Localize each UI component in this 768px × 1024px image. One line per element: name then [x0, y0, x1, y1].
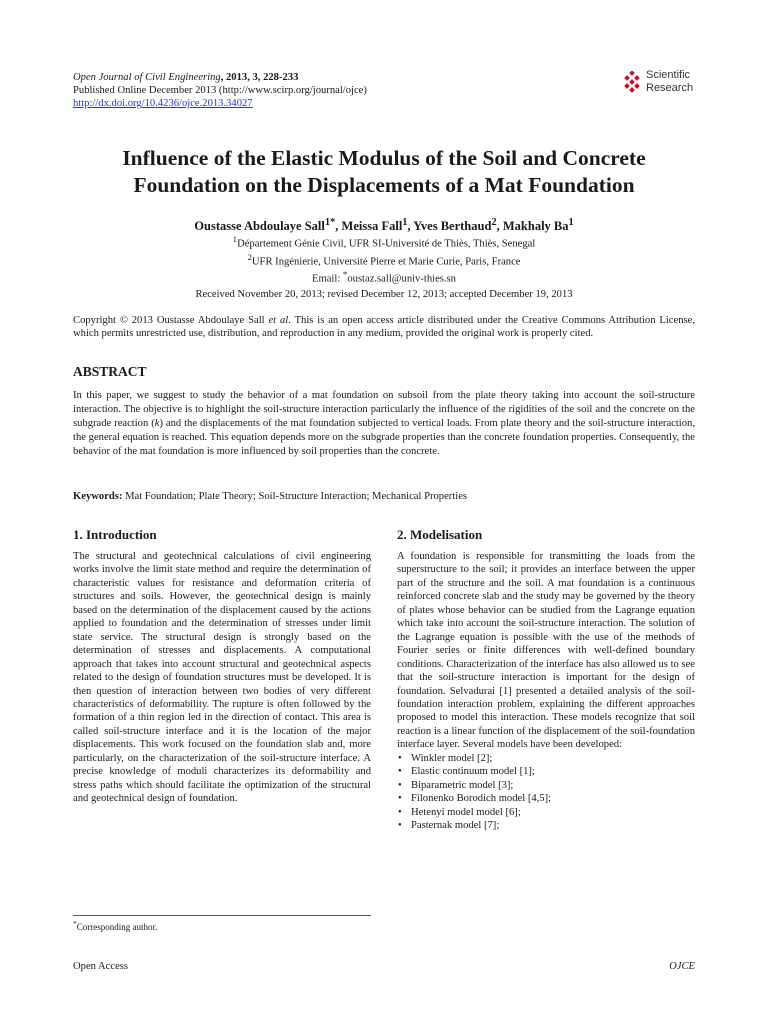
section-heading-modelisation: 2. Modelisation	[397, 527, 483, 542]
scientific-research-logo	[622, 69, 693, 94]
list-item: • Winkler model [2];	[397, 752, 695, 765]
doi-link[interactable]: http://dx.doi.org/10.4236/ojce.2013.34027	[73, 98, 253, 110]
keywords-list: Mat Foundation; Plate Theory; Soil-Structure Interaction; Mechanical Properties	[122, 491, 468, 502]
paper-title	[40, 145, 728, 199]
modelisation-paragraph: A foundation is responsible for transmitting the loads from the superstructure to the soil; it provides an interface between the upper part of the structure and the soil. A mat foundation is a continuous reinforced concrete slab and the study may be governed by the theory of plates whose behavior can be studied from the Lagrange equation which take into account the soil-structure interaction. The solution of the Lagrange equation is possible with the use of the methods of Fourier series or finite differences with well-defined boundary conditions. Characterization of the interface has also allowed us to see that the soil-structure interaction is important for the design of foundation. Selvadurai [1] presented a detailed analysis of the soil-foundation interaction problem, explaining the different approaches proposed to model this interaction. These models recognize that soil reaction is a linear function of the displacement of the soil-foundation interface layer. Several models have been developed:	[397, 551, 695, 751]
footnote: *Corresponding author.	[73, 919, 158, 932]
model-list	[397, 752, 695, 833]
affiliation-1: $^1$Département Génie Civil, UFR SI-Université de Thiès, Thiès, Senegal	[232, 234, 536, 250]
published-line: Published Online December 2013 (http://www.scirp.org/journal/ojce)	[73, 85, 367, 97]
abstract-text: In this paper, we suggest to study the behavior of a mat foundation on subsoil from the plate theory taking into account the soil-structure interaction. The objective is to highlight the soil-structure interaction particularly the influence of the rigidities of the soil and the concrete on the subgrade reaction (k) and the displacements of the mat foundation subjected to vertical loads. From plate theory and the soil-structure interaction, the general equation is reached. This equation depends more on the subgrade properties than the concrete foundation properties. Consequently, the behavior of the mat foundation is more influenced by soil properties than the concrete.	[73, 390, 695, 457]
footnote-divider	[73, 915, 371, 916]
journal-issue: , 2013, 3, 228-233	[220, 72, 299, 83]
footer-open-access: Open Access	[73, 961, 129, 972]
list-item: • Hetenyi model model [6];	[397, 806, 695, 819]
author-email[interactable]: oustaz.sall@univ-thies.sn	[347, 273, 456, 285]
affiliations	[40, 233, 728, 286]
list-item: • Pasternak model [7];	[397, 819, 695, 832]
author-list: Oustasse Abdoulaye Sall$^{1*}$, Meissa Fall$^1$, Yves Berthaud$^2$, Makhaly Ba$^1$	[194, 217, 574, 234]
keywords-label: Keywords:	[73, 491, 123, 502]
list-item: • Biparametric model [3];	[397, 779, 695, 792]
abstract-heading: ABSTRACT	[73, 364, 147, 379]
received-dates: Received November 20, 2013; revised December 12, 2013; accepted December 19, 2013	[195, 289, 573, 300]
list-item: • Filonenko Borodich model [4,5];	[397, 792, 695, 805]
logo-text: Scientific Research	[646, 69, 694, 94]
journal-name: Open Journal of Civil Engineering	[73, 72, 221, 83]
section-heading-introduction: 1. Introduction	[73, 527, 157, 542]
affiliation-2: $^2$UFR Ingénierie, Université Pierre et Marie Curie, Paris, France	[247, 251, 521, 268]
journal-header	[73, 71, 367, 111]
title-line-1: Influence of the Elastic Modulus of the Soil and Concrete	[122, 146, 646, 170]
introduction-column	[73, 550, 371, 806]
keywords	[73, 491, 695, 502]
scirp-logo-icon	[622, 71, 642, 93]
journal-citation	[73, 71, 367, 84]
copyright-notice: Copyright © 2013 Oustasse Abdoulaye Sall et al. This is an open access article distributed under the Creative Commons Attribution License, which permits unrestricted use, distribution, and reproduction in any medium, provided the original work is properly cited.	[73, 315, 695, 340]
title-line-2: Foundation on the Displacements of a Mat Foundation	[133, 173, 635, 197]
list-item: • Elastic continuum model [1];	[397, 765, 695, 778]
footer-journal-abbrev: OJCE	[669, 961, 695, 972]
email-line: Email: *oustaz.sall@univ-thies.sn	[312, 269, 456, 285]
introduction-paragraph: The structural and geotechnical calculations of civil engineering works involve the limit state method and require the determination of characteristic values for resistance and deformation criteria of structures and soils. However, the geotechnical design is mainly based on the determination of the displacement caused by the actions applied to foundation and the determination of stresses under limit state service. The structural design is strongly based on the determination of stresses and displacements. A computational approach that takes into account structural and geotechnical aspects related to the design of foundation structures must be developed. It is then question of interaction between two bodies of very different characteristics of deformability. The rupture is often followed by the formation of a thin region led in the direction of contact. This area is called soil-structure interface and it is the location of the major displacements. This work focused on the foundation slab and, more particularly, on the characterization of the soil-structure interface. A precise knowledge of moduli characterizes its deformability and stress paths which should facilitate the optimization of the structural and geotechnical design of foundation.	[73, 551, 371, 805]
modelisation-column	[397, 550, 695, 833]
